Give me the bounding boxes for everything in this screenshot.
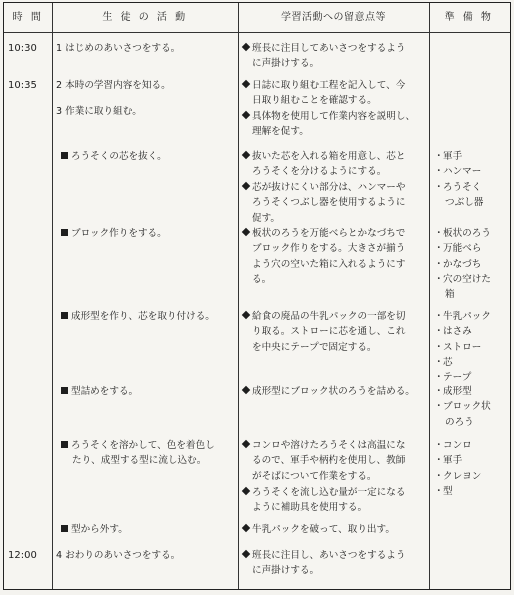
activity-item: ろうそくの芯を抜く。	[61, 149, 167, 164]
step-learn-content: 2 本時の学習内容を知る。	[56, 80, 171, 91]
time-end: 12:00	[8, 550, 37, 561]
diamond-bullet-icon	[242, 111, 250, 119]
diamond-bullet-icon	[242, 228, 250, 236]
column-divider	[238, 3, 239, 589]
header-divider	[4, 32, 510, 33]
materials-list: ・成形型 ・ブロック状 のろう	[434, 386, 491, 428]
materials-list: ・コンロ ・軍手 ・クレヨン ・型	[434, 440, 482, 497]
activity-item: ブロック作りをする。	[61, 226, 167, 241]
step-greeting-start: 1 はじめのあいさつをする。	[56, 43, 181, 54]
square-bullet-icon	[61, 387, 68, 394]
materials-list: ・板状のろう ・万能べら ・かなづち ・穴の空けた 箱	[434, 228, 491, 301]
note-item: 牛乳パックを破って、取り出す。	[241, 522, 395, 537]
square-bullet-icon	[61, 152, 68, 159]
diamond-bullet-icon	[242, 524, 250, 532]
note-item: 成形型にブロック状のろうを詰める。	[241, 384, 415, 399]
time-start: 10:30	[8, 43, 37, 54]
note-item: 芯が抜けにくい部分は、ハンマーや ろうそくつぶし器を使用するように 促す。	[241, 180, 406, 226]
step-work: 3 作業に取り組む。	[56, 106, 142, 117]
note-item: 具体物を使用して作業内容を説明し、 理解を促す。	[241, 109, 415, 140]
diamond-bullet-icon	[242, 550, 250, 558]
activity-item: 型から外す。	[61, 522, 128, 537]
activity-item: 型詰めをする。	[61, 384, 138, 399]
time-intro: 10:35	[8, 80, 37, 91]
note-item: コンロや溶けたろうそくは高温にな るので、軍手や柄杓を使用し、教師 がそばについて作業をする。	[241, 438, 406, 484]
header-materials: 準 備 物	[444, 12, 494, 24]
materials-list: ・牛乳パック ・はさみ ・ストロー ・芯 ・テープ	[434, 311, 491, 384]
column-divider	[429, 3, 430, 589]
note-item: ろうそくを流し込む量が一定になる ように補助具を使用する。	[241, 485, 406, 516]
note-item: 抜いた芯を入れる箱を用意し、芯と ろうそくを分けるようにする。	[241, 149, 406, 180]
diamond-bullet-icon	[242, 311, 250, 319]
diamond-bullet-icon	[242, 440, 250, 448]
diamond-bullet-icon	[242, 386, 250, 394]
diamond-bullet-icon	[242, 182, 250, 190]
activity-item: ろうそくを溶かして、色を着色し たり、成型する型に流し込む。	[61, 438, 215, 469]
materials-list: ・軍手 ・ハンマー ・ろうそく つぶし器	[434, 151, 484, 208]
header-notes: 学習活動への留意点等	[281, 12, 386, 24]
header-time: 時 間	[12, 12, 44, 24]
square-bullet-icon	[61, 229, 68, 236]
note-item: 班長に注目し、あいさつをするよう に声掛けする。	[241, 548, 406, 579]
diamond-bullet-icon	[242, 151, 250, 159]
note-item: 日誌に取り組む工程を記入して、今 日取り組むことを確認する。	[241, 78, 405, 109]
activity-item: 成形型を作り、芯を取り付ける。	[61, 309, 215, 324]
note-item: 給食の廃品の牛乳パックの一部を切 り取る。ストローに芯を通し、これ を中央にテープで固定する。	[241, 309, 406, 355]
note-item: 板状のろうを万能べらとかなづちで ブロック作りをする。大きさが揃う よう穴の空いた箱に入れるようにす る。	[241, 226, 406, 287]
square-bullet-icon	[61, 525, 68, 532]
column-divider	[52, 3, 53, 589]
square-bullet-icon	[61, 312, 68, 319]
lesson-plan-table	[3, 2, 511, 590]
step-greeting-end: 4 おわりのあいさつをする。	[56, 550, 181, 561]
header-student-activity: 生 徒 の 活 動	[102, 12, 188, 24]
diamond-bullet-icon	[242, 487, 250, 495]
square-bullet-icon	[61, 441, 68, 448]
note-item: 班長に注目してあいさつをするよう に声掛けする。	[241, 41, 406, 72]
diamond-bullet-icon	[242, 80, 250, 88]
diamond-bullet-icon	[242, 43, 250, 51]
